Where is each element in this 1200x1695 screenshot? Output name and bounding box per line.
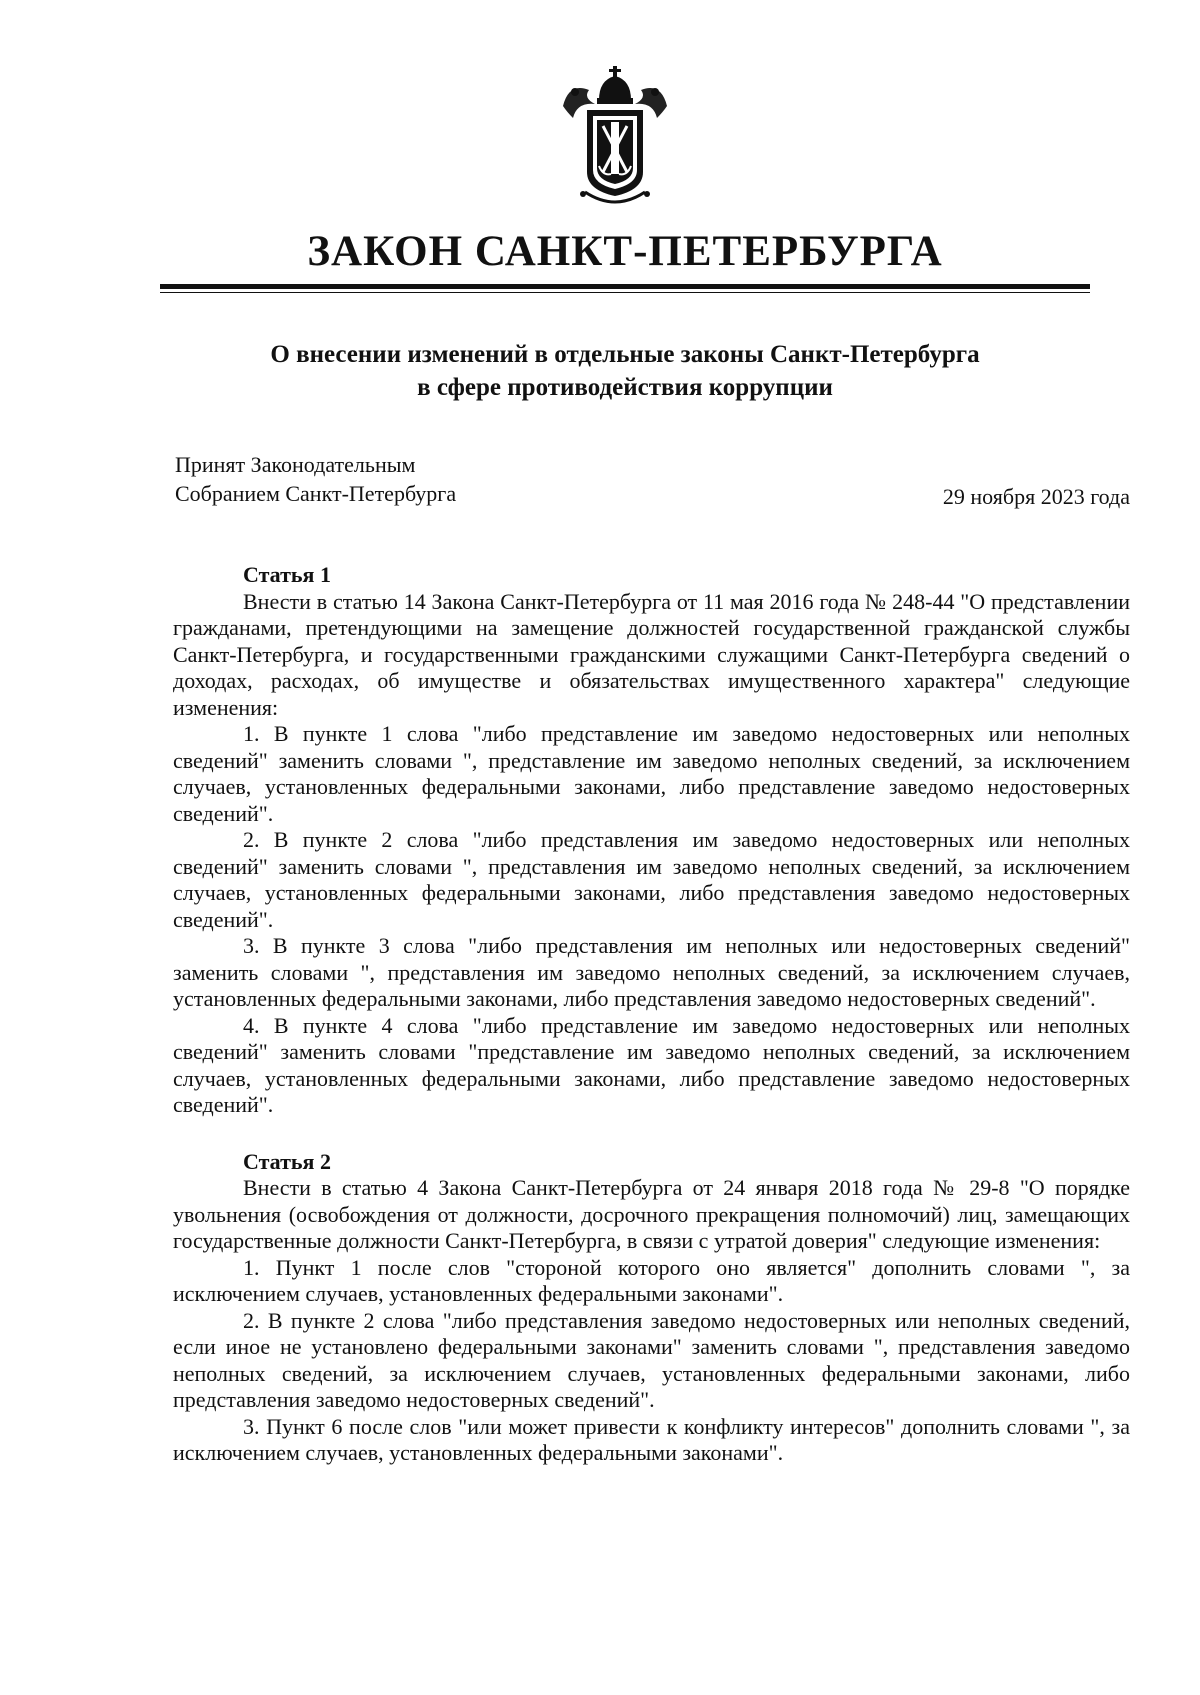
law-title: ЗАКОН САНКТ-ПЕТЕРБУРГА <box>307 228 943 275</box>
coat-of-arms-icon <box>555 62 675 212</box>
article-paragraph: 1. В пункте 1 слова "либо представление им заведомо недостоверных или неполных сведений" заменить словами ", представление им заведомо неполных сведений, за исключением случаев, установленных федеральными законами, либо представление заведомо недостоверных сведений". <box>173 721 1130 826</box>
article-paragraph: Внести в статью 4 Закона Санкт-Петербурга от 24 января 2018 года № 29-8 "О порядке увольнения (освобождения от должности, досрочного прекращения полномочий) лиц, замещающих государственные должности Санкт-Петербурга, в связи с утратой доверия" следующие изменения: <box>173 1175 1130 1253</box>
article-paragraph: 4. В пункте 4 слова "либо представление им заведомо недостоверных или неполных сведений" заменить словами "представление им заведомо неполных сведений, за исключением случаев, установленных федеральными законами, либо представление заведомо недостоверных сведений". <box>173 1012 1130 1117</box>
article-paragraph: Внести в статью 14 Закона Санкт-Петербурга от 11 мая 2016 года № 248-44 "О представлении гражданами, претендующими на замещение должностей государственной гражданской службы Санкт-Петербурга, и государственными гражданскими служащими Санкт-Петербурга сведений о доходах, расходах, об имуществе и обязательствах имущественного характера" следующие изменения: <box>173 588 1130 720</box>
adoption-line-1: Принят Законодательным <box>175 452 416 477</box>
subtitle-line-1: О внесении изменений в отдельные законы Санкт-Петербурга <box>270 341 980 368</box>
article-paragraph: 3. Пункт 6 после слов "или может привести к конфликту интересов" дополнить словами ", за исключением случаев, установленных федеральными законами". <box>173 1413 1130 1465</box>
article-1 <box>173 562 1130 1119</box>
article-paragraph: 2. В пункте 2 слова "либо представления заведомо недостоверных или неполных сведений, если иное не установлено федеральными законами" заменить словами ", представления заведомо неполных сведений, за исключением случаев, установленных федеральными законами, либо представления заведомо недостоверных сведений". <box>173 1307 1130 1412</box>
law-subtitle <box>160 338 1090 404</box>
article-heading: Статья 2 <box>243 1148 331 1174</box>
title-rule-thick <box>160 284 1090 289</box>
adoption-line-2: Собранием Санкт-Петербурга <box>175 481 457 506</box>
document-body <box>173 562 1130 1467</box>
article-heading: Статья 1 <box>243 562 331 587</box>
adoption-date: 29 ноября 2023 года <box>942 484 1130 509</box>
title-rule-thin <box>160 292 1090 293</box>
article-paragraph: 2. В пункте 2 слова "либо представления им заведомо недостоверных или неполных сведений" заменить словами ", представления им заведомо неполных сведений, за исключением случаев, установленных федеральными законами, либо представления заведомо недостоверных сведений". <box>173 827 1130 932</box>
article-spacer <box>173 1119 1130 1149</box>
subtitle-line-2: в сфере противодействия коррупции <box>417 374 833 401</box>
article-paragraph: 3. В пункте 3 слова "либо представления им неполных или недостоверных сведений" заменить словами ", представления им заведомо неполных сведений, за исключением случаев, установленных федеральными законами, либо представления заведомо недостоверных сведений". <box>173 933 1130 1011</box>
article-2 <box>173 1149 1130 1467</box>
adoption-block <box>175 450 456 508</box>
article-paragraph: 1. Пункт 1 после слов "стороной которого оно является" дополнить словами ", за исключением случаев, установленных федеральными законами". <box>173 1254 1130 1306</box>
